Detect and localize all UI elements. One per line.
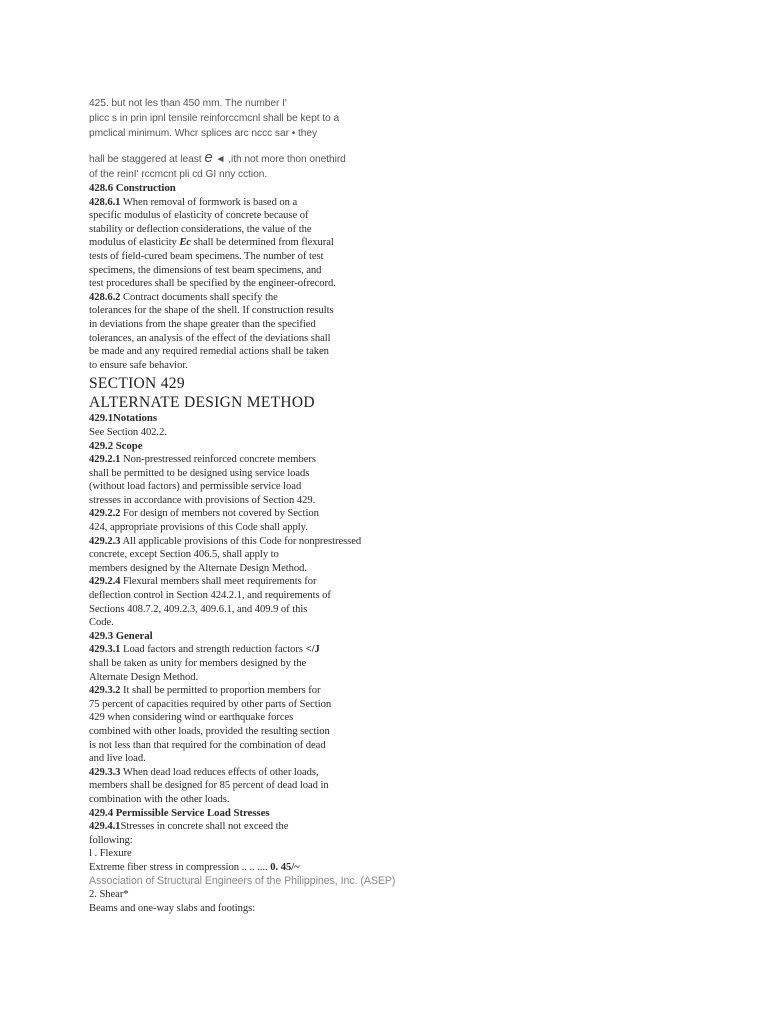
para-line: specimens, the dimensions of test beam specimens, and [89,264,322,276]
para-line: test procedures shall be specified by the engineer-ofrecord. [89,278,336,290]
para-line: stability or deflection considerations, the value of the [89,223,312,235]
intro-line-4 [89,150,419,167]
para-line: tests of field-cured beam specimens. The number of test [89,250,324,262]
intro-line-5: of the reinI' rccmcnt pli cd GI nny cction. [89,169,268,180]
para-line: 424, appropriate provisions of this Code shall apply. [89,522,308,534]
para-line: combined with other loads, provided the resulting section [89,725,330,737]
intro-line-1: 425. but not les than 450 mm. The number I' [89,98,287,109]
clause-number: 429.2.2 [89,508,121,520]
para-429-2-2 [89,507,419,521]
para-text: All applicable provisions of this Code for nonprestressed [120,535,362,547]
ec-symbol: Ec [179,237,192,249]
phi-symbol: </J [305,644,320,656]
stress-value: 0. 45/~ [270,861,300,873]
para-line [89,236,419,250]
para-text: Load factors and strength reduction factors [120,644,306,656]
heading-429-1: 429.1Notations [89,412,157,425]
document-page [89,96,419,915]
extreme-fiber-line [89,861,419,875]
clause-number: 428.6.2 [89,291,121,303]
para-line: Alternate Design Method. [89,671,199,683]
para-text: When dead load reduces effects of other loads, [120,766,319,778]
para-line: specific modulus of elasticity of concrete because of [89,210,309,222]
section-title: SECTION 429 [89,375,185,393]
para-line: following: [89,834,133,846]
para-line: is not less than that required for the combination of dead [89,739,326,751]
intro-line-3: pmclical minimum. Whcr splices arc nccc sar • they [89,128,318,139]
clause-number: 429.3.3 [89,766,121,778]
para-429-2-4 [89,575,419,589]
para-line: be made and any required remedial actions shall be taken [89,346,329,358]
para-line: stresses in accordance with provisions of Section 429. [89,494,316,506]
clause-number: 428.6.1 [89,196,121,208]
para-429-3-1 [89,643,419,657]
para-line: tolerances for the shape of the shell. If construction results [89,305,334,317]
para-text: Non-prestressed reinforced concrete members [120,454,316,466]
epsilon-symbol: e [204,149,213,166]
para-text: modulus of elasticity [89,237,180,249]
para-line: in deviations from the shape greater than the specified [89,318,316,330]
clause-number: 429.3.2 [89,685,121,697]
list-item-flexure: l . Flexure [89,848,132,860]
para-line: (without load factors) and permissible service load [89,481,302,493]
heading-428-6: 428.6 Construction [89,182,176,194]
clause-number: 429.2.1 [89,454,121,466]
para-429-4-1 [89,820,419,834]
heading-429-4: 429.4 Permissible Service Load Stresses [89,806,270,819]
para-text: When removal of formwork is based on a [120,196,298,208]
para-line: shall be taken as unity for members designed by the [89,658,307,669]
para-line: Sections 408.7.2, 409.2.3, 409.6.1, and 409.9 of this [89,603,308,615]
clause-number: 429.3.1 [89,644,121,656]
para-line: 75 percent of capacities required by other parts of Section [89,698,332,710]
clause-number: 429.2.4 [89,576,121,588]
para-text: For design of members not covered by Section [120,508,319,520]
para-text: It shall be permitted to proportion members for [120,685,321,697]
publisher-footer: Association of Structural Engineers of the Philippines, Inc. (ASEP) [89,874,396,887]
intro-line-2: plicc s in prin ipnl tensile reinforccmcnl shall be kept to a [89,113,340,124]
spacer [89,141,419,150]
para-line: and live load. [89,753,146,765]
para-429-3-2 [89,684,419,698]
section-subtitle: ALTERNATE DESIGN METHOD [89,394,315,412]
para-text: Stresses in concrete shall not exceed the [120,821,289,833]
intro-line-4-pre: hall be staggered at least [89,154,205,165]
para-text: Extreme fiber stress in compression .. .. .... [89,861,271,873]
heading-429-2: 429.2 Scope [89,439,143,452]
para-line: 429 when considering wind or earthquake forces [89,712,294,724]
para-428-6-1 [89,196,419,210]
para-429-2-1 [89,453,419,467]
para-line: shall be permitted to be designed using service loads [89,467,310,479]
para-line: combination with the other loads. [89,793,230,805]
para-428-6-2 [89,291,419,305]
para-line: deflection control in Section 424.2.1, and requirements of [89,590,331,602]
heading-429-3: 429.3 General [89,629,153,642]
para-429-3-3 [89,766,419,780]
para-line: Code. [89,617,114,629]
para-line: members shall be designed for 85 percent of dead load in [89,780,329,792]
para-line: concrete, except Section 406.5, shall apply to [89,549,279,561]
para-text: shall be determined from flexural [191,237,334,249]
para-text: Contract documents shall specify the [120,291,278,303]
para-line: Beams and one-way slabs and footings: [89,902,256,914]
para-429-2-3 [89,535,419,549]
para-line: See Section 402.2. [89,426,167,438]
para-line: tolerances, an analysis of the effect of the deviations shall [89,332,331,344]
para-line: members designed by the Alternate Design Method. [89,562,307,574]
para-line: to ensure safe behavior. [89,359,188,371]
list-item-shear: 2. Shear* [89,889,129,901]
clause-number: 429.4.1 [89,821,121,833]
intro-line-4-post: ◄ ,ith not more thon onethird [212,154,346,165]
clause-number: 429.2.3 [89,535,121,547]
para-text: Flexural members shall meet requirements for [120,576,317,588]
